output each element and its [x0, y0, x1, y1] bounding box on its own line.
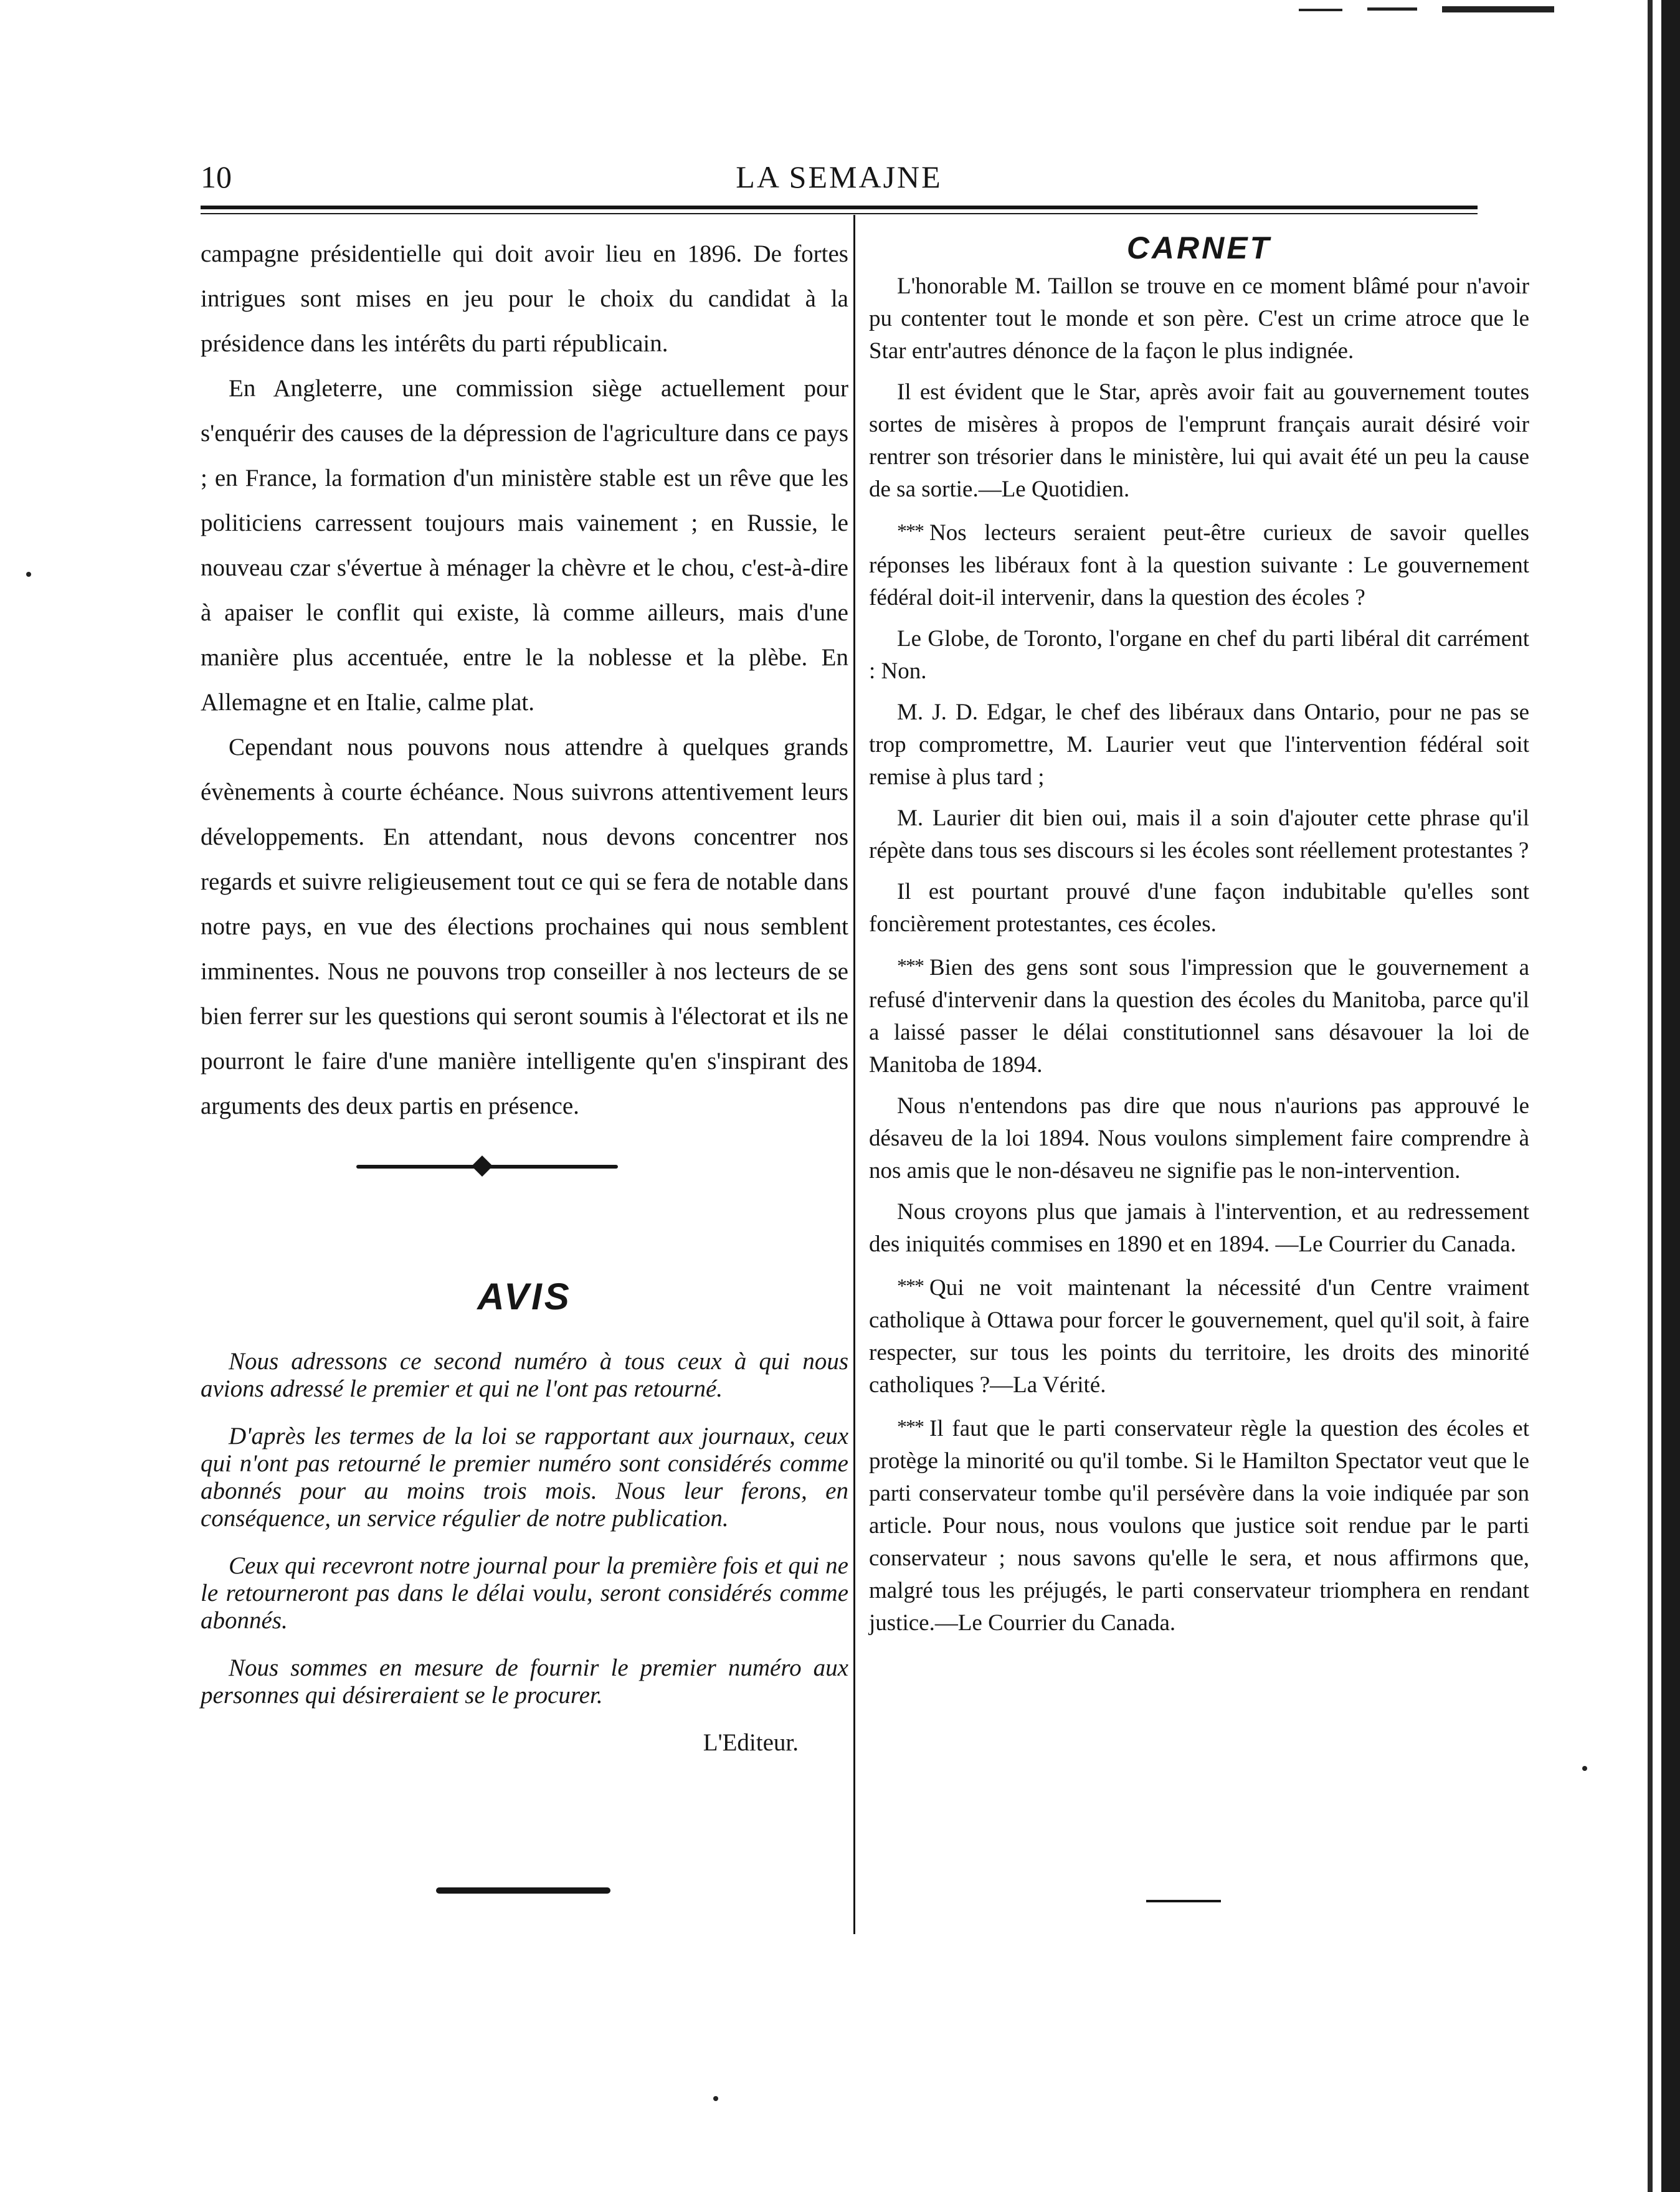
carnet-paragraph: [869, 270, 1529, 368]
carnet-paragraph: [869, 376, 1529, 506]
page-header: [201, 159, 1478, 202]
avis-paragraph: Ceux qui recevront notre journal pour la première fois et qui ne le retourneront pas dans le délai voulu, seront considérés comme abonnés.: [201, 1552, 848, 1634]
asterism-icon: ***: [897, 954, 923, 977]
carnet-paragraph-text: Bien des gens sont sous l'impression que le gouvernement a refusé d'intervenir dans la question des écoles du Manitoba, parce qu'il a laissé passer le délai constitutionnel sans désavouer la loi de Manitoba de 1894.: [869, 955, 1529, 1078]
asterism-icon: ***: [897, 520, 923, 542]
carnet-paragraph-text: Nous n'entendons pas dire que nous n'aurions pas approuvé le désaveu de la loi 1894. Nous voulons simplement faire comprendre à nos amis que le non-désaveu ne signifie pas le non-intervention.: [869, 1093, 1529, 1184]
carnet-paragraph-text: Le Globe, de Toronto, l'organe en chef du parti libéral dit carrément : Non.: [869, 626, 1529, 684]
article-paragraph: campagne présidentielle qui doit avoir lieu en 1896. De fortes intrigues sont mises en jeu pour le choix du candidat à la présidence dans les intérêts du parti républicain.: [201, 240, 848, 357]
article-paragraph: Cependant nous pouvons nous attendre à quelques grands évènements à courte échéance. Nous suivrons attentivement leurs développements. En attendant, nous devons concentrer nos regards et suivre religieusement tout ce qui se fera de notable dans notre pays, en vue des élections prochaines qui nous semblent imminentes. Nous ne pouvons trop conseiller à nos lecteurs de se bien ferrer sur les questions qui seront soumis à l'électorat et ils ne pourront le faire d'une manière intelligente qu'en s'inspirant des arguments des deux partis en présence.: [201, 734, 848, 1119]
carnet-paragraph-text: L'honorable M. Taillon se trouve en ce moment blâmé pour n'avoir pu contenter tout le monde et son père. C'est un crime atroce que le Star entr'autres dénonce de la façon le plus indignée.: [869, 273, 1529, 364]
scan-edge: [1661, 0, 1680, 2192]
avis-title: AVIS: [477, 1276, 572, 1317]
carnet-paragraph: [869, 623, 1529, 688]
scan-speck: [713, 2096, 718, 2101]
avis-section: [201, 1276, 848, 1757]
carnet-paragraph: [869, 515, 1529, 614]
carnet-title: CARNET: [1126, 230, 1272, 265]
carnet-paragraph: [869, 1269, 1529, 1402]
carnet-paragraph: [869, 949, 1529, 1081]
avis-paragraph: D'après les termes de la loi se rapportant aux journaux, ceux qui n'ont pas retourné le premier numéro sont considérés comme abonnés pour au moins trois mois. Nous leur ferons, en conséquence, un service régulier de notre publication.: [201, 1423, 848, 1532]
carnet-paragraph-text: Il est évident que le Star, après avoir fait au gouvernement toutes sortes de misères à propos de l'emprunt français aurait désiré voir rentrer son trésorier dans le ministère, lui qui avait été un peu la cause de sa sortie.—Le Quotidien.: [869, 379, 1529, 502]
article-paragraph: En Angleterre, une commission siège actuellement pour s'enquérir des causes de la dépression de l'agriculture dans ce pays ; en France, la formation d'un ministère stable est un rêve que les politiciens carressent toujours mais vainement ; en Russie, le nouveau czar s'évertue à ménager la chèvre et le chou, c'est-à-dire à apaiser le conflit qui existe, là comme ailleurs, mais d'une manière plus accentuée, entre le la noblesse et la plèbe. En Allemagne et en Italie, calme plat.: [201, 375, 848, 716]
header-rule-thin: [201, 213, 1478, 214]
carnet-paragraph: [869, 1090, 1529, 1187]
carnet-paragraph-text: Il est pourtant prouvé d'une façon indubitable qu'elles sont foncièrement protestantes, ces écoles.: [869, 879, 1529, 937]
page-number: 10: [201, 159, 232, 194]
section-ornament: [201, 1154, 848, 1179]
asterism-icon: ***: [897, 1274, 923, 1297]
avis-signature: L'Editeur.: [703, 1729, 799, 1756]
carnet-paragraph-text: Nos lecteurs seraient peut-être curieux de savoir quelles réponses les libéraux font à la question suivante : Le gouvernement fédéral doit-il intervenir, dans la question des écoles ?: [869, 520, 1529, 610]
column-divider: [853, 215, 855, 1934]
carnet-paragraph: [869, 802, 1529, 867]
page-title: LA SEMAJNE: [736, 159, 942, 194]
header-rule: [201, 206, 1478, 209]
scan-speck: [1582, 1766, 1587, 1771]
left-column: [201, 232, 848, 1197]
carnet-paragraph-text: Il faut que le parti conservateur règle la question des écoles et protège la minorité ou qu'il tombe. Si le Hamilton Spectator veut que le parti conservateur tombe qu'il persévère dans la voie indiquée par son article. Pour nous, nous voulons que justice soit rendue par le parti conservateur ; nous savons qu'elle le sera, et nous affirmons que, malgré tous les préjugés, le parti conservateur triomphera en rendant justice.—Le Courrier du Canada.: [869, 1416, 1529, 1636]
carnet-paragraph: [869, 1196, 1529, 1261]
carnet-paragraph: [869, 1410, 1529, 1639]
scan-speck: [26, 572, 31, 577]
carnet-column: [869, 232, 1529, 1648]
carnet-paragraph-text: Qui ne voit maintenant la nécessité d'un Centre vraiment catholique à Ottawa pour forcer le gouvernement, quel qu'il soit, à faire respecter, sur tous les points du territoire, les droits des minorité catholiques ?—La Vérité.: [869, 1275, 1529, 1398]
asterism-icon: ***: [897, 1415, 923, 1438]
scan-mark: [1299, 2, 1560, 21]
carnet-paragraph: [869, 696, 1529, 794]
avis-paragraph: Nous adressons ce second numéro à tous ceux à qui nous avions adressé le premier et qui ne l'ont pas retourné.: [201, 1348, 848, 1402]
carnet-paragraph: [869, 876, 1529, 941]
carnet-paragraph-text: M. Laurier dit bien oui, mais il a soin d'ajouter cette phrase qu'il répète dans tous ses discours si les écoles sont réellement protestantes ?: [869, 805, 1529, 863]
carnet-paragraph-text: M. J. D. Edgar, le chef des libéraux dans Ontario, pour ne pas se trop compromettre, M. Laurier veut que l'intervention fédéral soit remise à plus tard ;: [869, 700, 1529, 790]
avis-paragraph: Nous sommes en mesure de fournir le premier numéro aux personnes qui désireraient se le procurer.: [201, 1654, 848, 1709]
carnet-paragraph-text: Nous croyons plus que jamais à l'intervention, et au redressement des iniquités commises en 1890 et en 1894. —Le Courrier du Canada.: [869, 1199, 1529, 1257]
scan-edge-inner: [1648, 0, 1653, 2192]
carnet-end-rule: [1146, 1900, 1221, 1902]
end-ornament: [436, 1887, 610, 1894]
